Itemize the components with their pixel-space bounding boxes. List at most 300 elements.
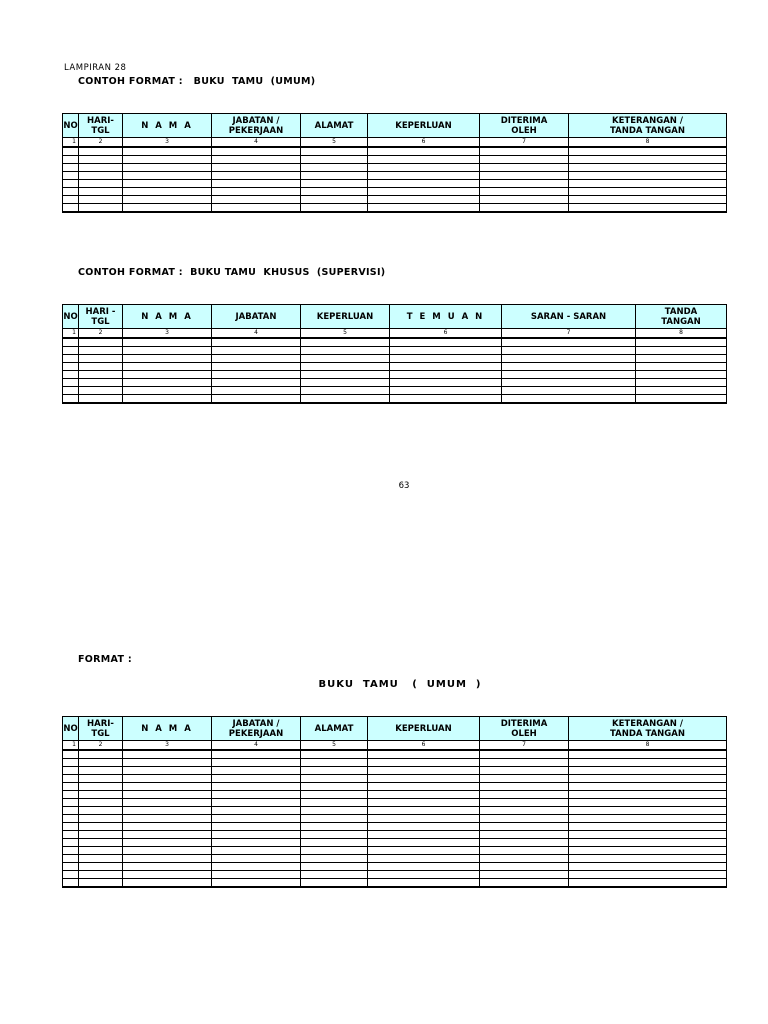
empty-cell — [79, 871, 123, 879]
col-address-header: ALAMAT — [301, 717, 368, 741]
table-row — [63, 164, 727, 172]
empty-cell — [123, 347, 212, 355]
empty-cell — [480, 164, 569, 172]
empty-cell — [480, 871, 569, 879]
empty-cell — [79, 338, 123, 347]
empty-cell — [390, 371, 502, 379]
empty-cell — [301, 783, 368, 791]
empty-cell — [636, 395, 727, 404]
empty-cell — [123, 807, 212, 815]
col-number: 8 — [636, 329, 727, 339]
col-number: 2 — [79, 138, 123, 148]
guestbook-general-form-table — [62, 716, 727, 888]
empty-cell — [301, 863, 368, 871]
empty-cell — [63, 863, 79, 871]
empty-cell — [63, 147, 79, 156]
empty-cell — [301, 395, 390, 404]
empty-cell — [301, 759, 368, 767]
table-row — [63, 371, 727, 379]
empty-cell — [79, 823, 123, 831]
empty-cell — [123, 188, 212, 196]
empty-cell — [569, 204, 727, 213]
table-row — [63, 847, 727, 855]
empty-cell — [212, 147, 301, 156]
empty-cell — [123, 879, 212, 888]
empty-cell — [368, 847, 480, 855]
empty-cell — [368, 815, 480, 823]
empty-cell — [301, 791, 368, 799]
empty-cell — [569, 188, 727, 196]
empty-cell — [63, 831, 79, 839]
empty-cell — [636, 338, 727, 347]
empty-cell — [63, 363, 79, 371]
empty-cell — [79, 180, 123, 188]
empty-cell — [569, 783, 727, 791]
empty-cell — [301, 164, 368, 172]
empty-cell — [79, 363, 123, 371]
empty-cell — [212, 371, 301, 379]
empty-cell — [480, 759, 569, 767]
empty-cell — [79, 799, 123, 807]
empty-cell — [368, 204, 480, 213]
empty-cell — [301, 363, 390, 371]
empty-cell — [569, 156, 727, 164]
empty-cell — [368, 775, 480, 783]
empty-cell — [79, 395, 123, 404]
empty-cell — [569, 839, 727, 847]
column-number-row — [63, 741, 727, 751]
empty-cell — [368, 839, 480, 847]
empty-cell — [368, 783, 480, 791]
empty-cell — [63, 379, 79, 387]
empty-cell — [502, 338, 636, 347]
empty-cell — [79, 815, 123, 823]
empty-cell — [301, 147, 368, 156]
empty-cell — [636, 355, 727, 363]
empty-cell — [212, 156, 301, 164]
empty-cell — [212, 172, 301, 180]
empty-cell — [212, 338, 301, 347]
empty-cell — [301, 371, 390, 379]
table-row — [63, 775, 727, 783]
empty-cell — [63, 855, 79, 863]
empty-cell — [212, 196, 301, 204]
empty-cell — [79, 839, 123, 847]
empty-cell — [79, 371, 123, 379]
col-remarks-header: KETERANGAN / TANDA TANGAN — [569, 717, 727, 741]
empty-cell — [123, 815, 212, 823]
empty-cell — [480, 180, 569, 188]
col-number: 6 — [368, 741, 480, 751]
empty-cell — [212, 863, 301, 871]
empty-cell — [368, 807, 480, 815]
empty-cell — [79, 172, 123, 180]
empty-cell — [212, 395, 301, 404]
empty-cell — [301, 823, 368, 831]
empty-cell — [79, 196, 123, 204]
empty-cell — [368, 180, 480, 188]
empty-cell — [123, 395, 212, 404]
empty-cell — [63, 839, 79, 847]
empty-cell — [123, 799, 212, 807]
section3-title: BUKU TAMU ( UMUM ) — [318, 679, 482, 690]
empty-cell — [569, 799, 727, 807]
empty-cell — [569, 172, 727, 180]
empty-cell — [123, 775, 212, 783]
table-row — [63, 196, 727, 204]
table-row — [63, 395, 727, 404]
empty-cell — [79, 807, 123, 815]
empty-cell — [123, 750, 212, 759]
table-row — [63, 791, 727, 799]
empty-cell — [212, 855, 301, 863]
empty-cell — [636, 363, 727, 371]
guestbook-supervision-table — [62, 304, 727, 404]
col-position-header: JABATAN / PEKERJAAN — [212, 114, 301, 138]
empty-cell — [212, 767, 301, 775]
empty-cell — [368, 823, 480, 831]
header-row — [63, 114, 727, 138]
empty-cell — [123, 847, 212, 855]
col-number: 3 — [123, 329, 212, 339]
col-date-header: HARI- TGL — [79, 114, 123, 138]
empty-cell — [480, 147, 569, 156]
empty-cell — [123, 196, 212, 204]
col-number: 5 — [301, 741, 368, 751]
empty-cell — [569, 180, 727, 188]
col-number: 4 — [212, 329, 301, 339]
empty-cell — [123, 387, 212, 395]
table-row — [63, 750, 727, 759]
empty-cell — [368, 156, 480, 164]
col-number: 4 — [212, 741, 301, 751]
empty-cell — [569, 879, 727, 888]
empty-cell — [63, 371, 79, 379]
empty-cell — [480, 172, 569, 180]
empty-cell — [301, 807, 368, 815]
table-row — [63, 172, 727, 180]
col-received-header: DITERIMA OLEH — [480, 717, 569, 741]
empty-cell — [79, 164, 123, 172]
empty-cell — [368, 147, 480, 156]
empty-cell — [123, 355, 212, 363]
empty-cell — [569, 831, 727, 839]
empty-cell — [123, 147, 212, 156]
empty-cell — [390, 379, 502, 387]
empty-cell — [212, 879, 301, 888]
empty-cell — [212, 871, 301, 879]
empty-cell — [480, 799, 569, 807]
empty-cell — [212, 831, 301, 839]
empty-cell — [368, 871, 480, 879]
empty-cell — [480, 839, 569, 847]
empty-cell — [368, 831, 480, 839]
empty-cell — [569, 147, 727, 156]
empty-cell — [569, 775, 727, 783]
empty-cell — [63, 204, 79, 213]
col-number: 7 — [480, 138, 569, 148]
empty-cell — [212, 180, 301, 188]
empty-cell — [480, 750, 569, 759]
empty-cell — [502, 395, 636, 404]
empty-cell — [368, 188, 480, 196]
col-signature-header: TANDA TANGAN — [636, 305, 727, 329]
table-row — [63, 759, 727, 767]
table-row — [63, 188, 727, 196]
empty-cell — [79, 147, 123, 156]
empty-cell — [123, 172, 212, 180]
empty-cell — [301, 775, 368, 783]
empty-cell — [63, 188, 79, 196]
table-row — [63, 823, 727, 831]
col-number: 3 — [123, 138, 212, 148]
empty-cell — [212, 799, 301, 807]
empty-cell — [63, 196, 79, 204]
empty-cell — [502, 355, 636, 363]
attachment-label: LAMPIRAN 28 — [64, 63, 127, 73]
empty-cell — [636, 379, 727, 387]
empty-cell — [63, 823, 79, 831]
table-row — [63, 807, 727, 815]
empty-cell — [63, 759, 79, 767]
empty-cell — [63, 338, 79, 347]
page-number: 63 — [398, 481, 410, 491]
empty-cell — [569, 759, 727, 767]
col-date-header: HARI - TGL — [79, 305, 123, 329]
empty-cell — [123, 164, 212, 172]
table-row — [63, 855, 727, 863]
empty-cell — [368, 750, 480, 759]
col-number: 8 — [569, 741, 727, 751]
empty-cell — [212, 363, 301, 371]
table-row — [63, 147, 727, 156]
table-row — [63, 831, 727, 839]
col-number: 6 — [390, 329, 502, 339]
empty-cell — [212, 355, 301, 363]
empty-cell — [368, 791, 480, 799]
table-row — [63, 363, 727, 371]
empty-cell — [301, 847, 368, 855]
empty-cell — [301, 799, 368, 807]
empty-cell — [301, 839, 368, 847]
empty-cell — [123, 363, 212, 371]
column-number-row — [63, 329, 727, 339]
section3-caption: FORMAT : — [78, 654, 132, 665]
empty-cell — [480, 863, 569, 871]
empty-cell — [569, 855, 727, 863]
empty-cell — [390, 338, 502, 347]
empty-cell — [79, 188, 123, 196]
col-name-header: N A M A — [123, 114, 212, 138]
empty-cell — [390, 387, 502, 395]
empty-cell — [212, 387, 301, 395]
col-number: 7 — [502, 329, 636, 339]
empty-cell — [301, 750, 368, 759]
empty-cell — [63, 847, 79, 855]
empty-cell — [368, 879, 480, 888]
empty-cell — [79, 156, 123, 164]
empty-cell — [301, 204, 368, 213]
col-no-header: NO — [63, 114, 79, 138]
empty-cell — [63, 799, 79, 807]
empty-cell — [79, 767, 123, 775]
empty-cell — [63, 775, 79, 783]
empty-cell — [502, 387, 636, 395]
header-row — [63, 305, 727, 329]
col-address-header: ALAMAT — [301, 114, 368, 138]
empty-cell — [123, 338, 212, 347]
table-row — [63, 863, 727, 871]
empty-cell — [480, 831, 569, 839]
empty-cell — [368, 855, 480, 863]
col-position-header: JABATAN — [212, 305, 301, 329]
guestbook-general-table — [62, 113, 727, 213]
empty-cell — [212, 188, 301, 196]
col-position-header: JABATAN / PEKERJAAN — [212, 717, 301, 741]
empty-cell — [79, 387, 123, 395]
empty-cell — [212, 783, 301, 791]
table-row — [63, 387, 727, 395]
col-received-header: DITERIMA OLEH — [480, 114, 569, 138]
empty-cell — [301, 879, 368, 888]
col-no-header: NO — [63, 305, 79, 329]
empty-cell — [79, 855, 123, 863]
empty-cell — [480, 823, 569, 831]
col-remarks-header: KETERANGAN / TANDA TANGAN — [569, 114, 727, 138]
empty-cell — [79, 863, 123, 871]
empty-cell — [480, 775, 569, 783]
empty-cell — [368, 863, 480, 871]
empty-cell — [63, 395, 79, 404]
table-row — [63, 767, 727, 775]
empty-cell — [480, 188, 569, 196]
empty-cell — [390, 395, 502, 404]
col-number: 5 — [301, 329, 390, 339]
col-purpose-header: KEPERLUAN — [368, 114, 480, 138]
empty-cell — [569, 863, 727, 871]
empty-cell — [123, 759, 212, 767]
empty-cell — [502, 379, 636, 387]
table-row — [63, 355, 727, 363]
empty-cell — [480, 791, 569, 799]
empty-cell — [569, 196, 727, 204]
empty-cell — [123, 371, 212, 379]
empty-cell — [301, 855, 368, 863]
empty-cell — [301, 815, 368, 823]
col-number: 2 — [79, 741, 123, 751]
empty-cell — [123, 156, 212, 164]
empty-cell — [480, 767, 569, 775]
empty-cell — [480, 196, 569, 204]
empty-cell — [301, 387, 390, 395]
empty-cell — [569, 871, 727, 879]
empty-cell — [212, 759, 301, 767]
empty-cell — [368, 196, 480, 204]
empty-cell — [79, 783, 123, 791]
empty-cell — [79, 204, 123, 213]
empty-cell — [301, 871, 368, 879]
empty-cell — [480, 783, 569, 791]
empty-cell — [63, 387, 79, 395]
empty-cell — [368, 767, 480, 775]
empty-cell — [63, 164, 79, 172]
empty-cell — [636, 371, 727, 379]
table-row — [63, 815, 727, 823]
col-number: 5 — [301, 138, 368, 148]
empty-cell — [63, 156, 79, 164]
empty-cell — [301, 338, 390, 347]
col-number: 7 — [480, 741, 569, 751]
col-name-header: N A M A — [123, 717, 212, 741]
empty-cell — [79, 759, 123, 767]
empty-cell — [123, 379, 212, 387]
col-purpose-header: KEPERLUAN — [368, 717, 480, 741]
col-date-header: HARI- TGL — [79, 717, 123, 741]
col-number: 1 — [63, 741, 79, 751]
empty-cell — [368, 759, 480, 767]
column-number-row — [63, 138, 727, 148]
empty-cell — [569, 847, 727, 855]
col-number: 3 — [123, 741, 212, 751]
empty-cell — [301, 831, 368, 839]
empty-cell — [212, 164, 301, 172]
section1-caption: CONTOH FORMAT : BUKU TAMU (UMUM) — [78, 76, 316, 87]
empty-cell — [63, 355, 79, 363]
empty-cell — [480, 847, 569, 855]
empty-cell — [480, 815, 569, 823]
empty-cell — [123, 180, 212, 188]
empty-cell — [123, 855, 212, 863]
empty-cell — [123, 863, 212, 871]
empty-cell — [301, 188, 368, 196]
col-purpose-header: KEPERLUAN — [301, 305, 390, 329]
empty-cell — [569, 767, 727, 775]
empty-cell — [63, 807, 79, 815]
empty-cell — [569, 750, 727, 759]
empty-cell — [480, 879, 569, 888]
empty-cell — [390, 363, 502, 371]
empty-cell — [63, 750, 79, 759]
empty-cell — [123, 823, 212, 831]
empty-cell — [301, 180, 368, 188]
empty-cell — [63, 172, 79, 180]
empty-cell — [301, 347, 390, 355]
table-row — [63, 347, 727, 355]
empty-cell — [569, 823, 727, 831]
empty-cell — [123, 783, 212, 791]
empty-cell — [636, 347, 727, 355]
empty-cell — [123, 871, 212, 879]
empty-cell — [79, 355, 123, 363]
col-no-header: NO — [63, 717, 79, 741]
empty-cell — [301, 767, 368, 775]
empty-cell — [79, 379, 123, 387]
empty-cell — [390, 355, 502, 363]
col-findings-header: T E M U A N — [390, 305, 502, 329]
col-number: 1 — [63, 329, 79, 339]
empty-cell — [63, 783, 79, 791]
table-row — [63, 783, 727, 791]
col-number: 8 — [569, 138, 727, 148]
col-number: 2 — [79, 329, 123, 339]
empty-cell — [212, 815, 301, 823]
empty-cell — [79, 791, 123, 799]
header-row — [63, 717, 727, 741]
table-row — [63, 871, 727, 879]
col-number: 4 — [212, 138, 301, 148]
empty-cell — [123, 831, 212, 839]
empty-cell — [212, 775, 301, 783]
